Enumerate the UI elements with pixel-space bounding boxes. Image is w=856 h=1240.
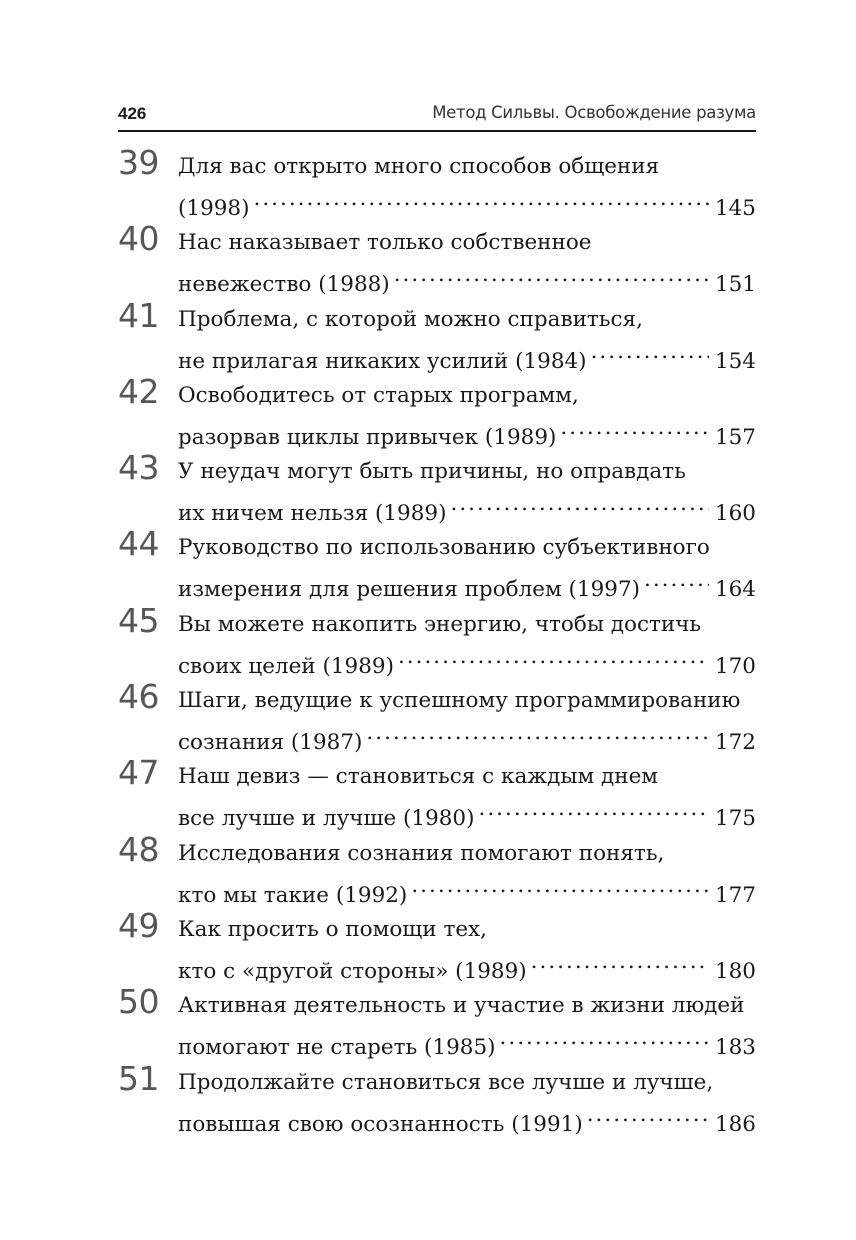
chapter-page: 175 <box>714 806 756 832</box>
dot-leader <box>500 1022 709 1054</box>
chapter-title-line-1: Исследования сознания помогают понять, <box>178 840 665 866</box>
chapter-title-line-2: не прилагая никаких усилий (1984) <box>178 348 587 374</box>
chapter-title-line-2: (1998) <box>178 196 250 221</box>
chapter-number: 50 <box>118 982 159 1022</box>
chapter-number: 51 <box>118 1058 159 1098</box>
toc-entry[interactable] <box>118 984 756 1060</box>
table-of-contents <box>118 145 756 1137</box>
dot-leader <box>450 488 708 520</box>
toc-entry[interactable] <box>118 371 756 450</box>
toc-entry[interactable] <box>118 905 756 984</box>
dot-leader <box>531 946 709 978</box>
dot-leader <box>587 1099 709 1131</box>
chapter-number: 40 <box>118 219 159 259</box>
chapter-title-line-2: повышая свою осознанность (1991) <box>178 1111 583 1137</box>
toc-entry[interactable] <box>118 295 756 374</box>
toc-entry[interactable] <box>118 450 756 526</box>
chapter-page: 183 <box>714 1035 756 1061</box>
chapter-title-line-1: Проблема, с которой можно справиться, <box>178 306 643 332</box>
chapter-number: 49 <box>118 905 159 945</box>
chapter-number: 46 <box>118 677 159 717</box>
chapter-number: 39 <box>118 143 159 182</box>
dot-leader <box>479 793 709 825</box>
chapter-number: 44 <box>118 524 159 564</box>
chapter-title-line-2: невежество (1988) <box>178 272 390 298</box>
chapter-page: 177 <box>714 882 756 908</box>
toc-entry[interactable] <box>118 221 756 297</box>
toc-entry[interactable] <box>118 679 756 755</box>
toc-entry[interactable] <box>118 600 756 679</box>
chapter-title-line-1: Руководство по использованию субъективного <box>178 535 710 561</box>
chapter-title-line-2: кто мы такие (1992) <box>178 882 408 908</box>
chapter-title-line-2: своих целей (1989) <box>178 653 394 679</box>
page-number: 426 <box>118 104 147 123</box>
chapter-title-line-1: Продолжайте становиться все лучше и лучше, <box>178 1069 714 1095</box>
dot-leader <box>411 870 709 902</box>
dot-leader <box>560 412 709 444</box>
chapter-title-line-2: все лучше и лучше (1980) <box>178 806 475 832</box>
chapter-title-line-1: Вы можете накопить энергию, чтобы достичь <box>178 611 702 637</box>
chapter-page: 145 <box>714 196 756 221</box>
chapter-page: 170 <box>714 653 756 679</box>
toc-entry[interactable] <box>118 145 756 221</box>
dot-leader <box>394 259 709 291</box>
dot-leader <box>366 717 709 749</box>
chapter-title-line-2: помогают не стареть (1985) <box>178 1035 496 1061</box>
chapter-page: 157 <box>714 424 756 450</box>
chapter-title-line-1: Освободитесь от старых программ, <box>178 382 579 408</box>
chapter-number: 43 <box>118 448 159 488</box>
chapter-number: 45 <box>118 600 159 640</box>
dot-leader <box>398 641 709 673</box>
chapter-number: 47 <box>118 753 159 793</box>
chapter-title-line-2: измерения для решения проблем (1997) <box>178 577 641 603</box>
dot-leader <box>254 183 709 215</box>
chapter-title-line-2: разорвав циклы привычек (1989) <box>178 424 557 450</box>
chapter-title-line-1: Наш девиз — становиться с каждым днем <box>178 764 659 790</box>
chapter-title-line-1: Нас наказывает только собственное <box>178 230 592 256</box>
chapter-title-line-1: Как просить о помощи тех, <box>178 916 488 942</box>
toc-entry[interactable] <box>118 829 756 908</box>
toc-entry[interactable] <box>118 526 756 602</box>
chapter-page: 151 <box>714 272 756 298</box>
chapter-number: 48 <box>118 829 159 869</box>
chapter-page: 172 <box>714 730 756 756</box>
toc-entry[interactable] <box>118 1058 756 1137</box>
chapter-title-line-1: Шаги, ведущие к успешному программированию <box>178 688 741 714</box>
chapter-number: 41 <box>118 295 159 335</box>
chapter-page: 180 <box>714 958 756 984</box>
chapter-number: 42 <box>118 371 159 411</box>
dot-leader <box>644 564 709 596</box>
chapter-title-line-1: Активная деятельность и участие в жизни людей <box>178 993 745 1019</box>
chapter-page: 164 <box>714 577 756 603</box>
chapter-title-line-2: их ничем нельзя (1989) <box>178 501 447 527</box>
dot-leader <box>591 336 709 368</box>
chapter-page: 186 <box>714 1111 756 1137</box>
chapter-page: 160 <box>714 501 756 527</box>
page-header <box>118 102 756 132</box>
chapter-title-line-2: кто с «другой стороны» (1989) <box>178 958 527 984</box>
toc-entry[interactable] <box>118 755 756 831</box>
chapter-title-line-1: Для вас открыто много способов общения <box>178 154 660 179</box>
chapter-title-line-2: сознания (1987) <box>178 730 363 756</box>
chapter-page: 154 <box>714 348 756 374</box>
running-title: Метод Сильвы. Освобождение разума <box>432 103 756 122</box>
chapter-title-line-1: У неудач могут быть причины, но оправдать <box>178 459 686 485</box>
